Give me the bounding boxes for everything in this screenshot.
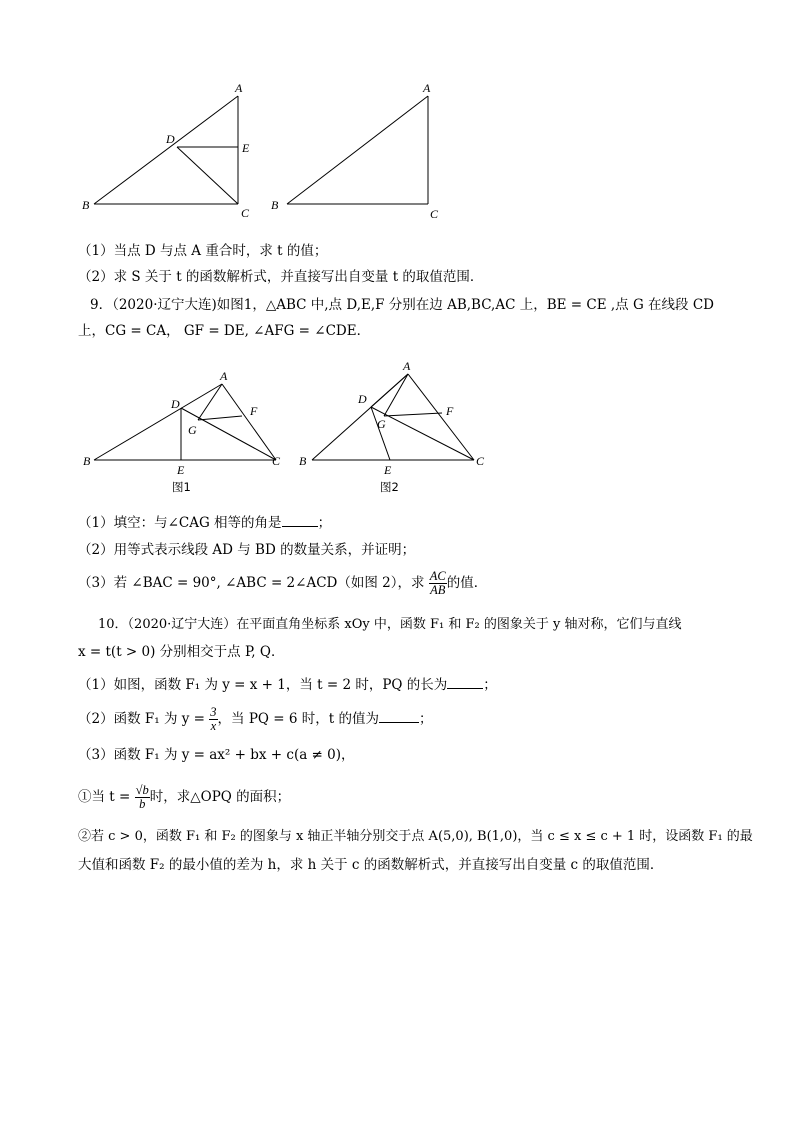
q9-part3 xyxy=(78,568,487,598)
q9-part3-end: 的值． xyxy=(446,575,488,591)
label-B: B xyxy=(271,198,279,212)
q9-part1-end: ； xyxy=(317,515,332,531)
q10-part1 xyxy=(78,676,497,694)
q10-part2 xyxy=(78,704,432,734)
q9-part2: （2）用等式表示线段 AD 与 BD 的数量关系，并证明； xyxy=(78,542,416,558)
label-D: D xyxy=(166,132,175,146)
answer-blank xyxy=(282,514,318,527)
fraction-ac-ab xyxy=(429,570,447,597)
q10-sub1-end: 时，求△OPQ 的面积； xyxy=(149,789,291,805)
numerator: 3 xyxy=(210,705,217,719)
label-A: A xyxy=(423,81,431,95)
label-E: E xyxy=(242,141,250,155)
label-B: B xyxy=(82,198,90,212)
q9-part3-text: （3）若 ∠BAC = 90°, ∠ABC = 2∠ACD（如图 2），求 xyxy=(78,575,425,591)
q10-sub1-text: ①当 t = xyxy=(78,789,131,805)
figure-top-left xyxy=(80,80,260,225)
denominator: AB xyxy=(430,583,446,597)
q10-sub2-line2: 大值和函数 F₂ 的最小值的差为 h，求 h 关于 c 的函数解析式，并直接写出自变量 c 的取值范围． xyxy=(78,857,664,873)
q10-sub1 xyxy=(78,780,290,814)
q9-part1-text: （1）填空：与∠CAG 相等的角是 xyxy=(78,515,282,531)
label-A: A xyxy=(235,81,243,95)
caption-fig1: 图1 xyxy=(172,480,191,494)
figure-2 xyxy=(292,358,502,498)
answer-blank xyxy=(447,676,483,689)
label-E: E xyxy=(177,463,185,477)
numerator: √b xyxy=(135,783,149,797)
label-G: G xyxy=(377,417,386,431)
fraction-sqrtb-b xyxy=(135,784,150,811)
q10-part3: （3）函数 F₁ 为 y = ax² + bx + c(a ≠ 0)， xyxy=(78,747,355,763)
figure-1 xyxy=(80,358,290,498)
denominator: x xyxy=(210,719,217,733)
q10-stem-line2: x = t(t > 0) 分别相交于点 P, Q． xyxy=(78,644,285,660)
label-C: C xyxy=(430,207,439,221)
numerator: AC xyxy=(429,569,446,583)
q10-part2-text: （2）函数 F₁ 为 y = xyxy=(78,711,205,727)
q10-sub2-line1: ②若 c > 0，函数 F₁ 和 F₂ 的图象与 x 轴正半轴分别交于点 A(5,0), B(1,0)，当 c ≤ x ≤ c + 1 时，设函数 F₁ 的最 xyxy=(78,829,753,844)
q9-part1 xyxy=(78,514,331,532)
fraction-3-x xyxy=(209,706,217,733)
q10-part1-text: （1）如图，函数 F₁ 为 y = x + 1，当 t = 2 时，PQ 的长为 xyxy=(78,677,448,693)
q9-stem-line1: 9．（2020·辽宁大连)如图1，△ABC 中,点 D,E,F 分别在边 AB,BC,AC 上，BE = CE ,点 G 在线段 CD xyxy=(90,297,714,313)
label-A: A xyxy=(403,359,411,373)
label-F: F xyxy=(446,404,454,418)
q8-part1: （1）当点 D 与点 A 重合时，求 t 的值； xyxy=(78,243,328,259)
label-F: F xyxy=(250,404,258,418)
label-E: E xyxy=(384,463,392,477)
q10-part2-end: ； xyxy=(418,711,433,727)
q9-stem-line2: 上，CG = CA， GF = DE, ∠AFG = ∠CDE． xyxy=(78,323,371,339)
label-D: D xyxy=(171,397,180,411)
q10-part1-end: ； xyxy=(483,677,497,693)
label-C: C xyxy=(241,206,250,220)
label-G: G xyxy=(188,423,197,437)
label-C: C xyxy=(476,454,485,468)
label-B: B xyxy=(299,454,307,468)
denominator: b xyxy=(139,797,146,811)
label-B: B xyxy=(83,454,91,468)
caption-fig2: 图2 xyxy=(380,480,399,494)
answer-blank xyxy=(379,710,419,723)
q10-part2-mid: ，当 PQ = 6 时，t 的值为 xyxy=(217,711,379,727)
label-C: C xyxy=(272,454,281,468)
q10-stem-line1: 10．（2020·辽宁大连）在平面直角坐标系 xOy 中，函数 F₁ 和 F₂ 的图象关于 y 轴对称，它们与直线 xyxy=(98,617,682,632)
figure-top-right xyxy=(268,80,448,225)
label-D: D xyxy=(358,392,367,406)
label-A: A xyxy=(220,369,228,383)
q8-part2: （2）求 S 关于 t 的函数解析式，并直接写出自变量 t 的取值范围． xyxy=(78,269,484,285)
